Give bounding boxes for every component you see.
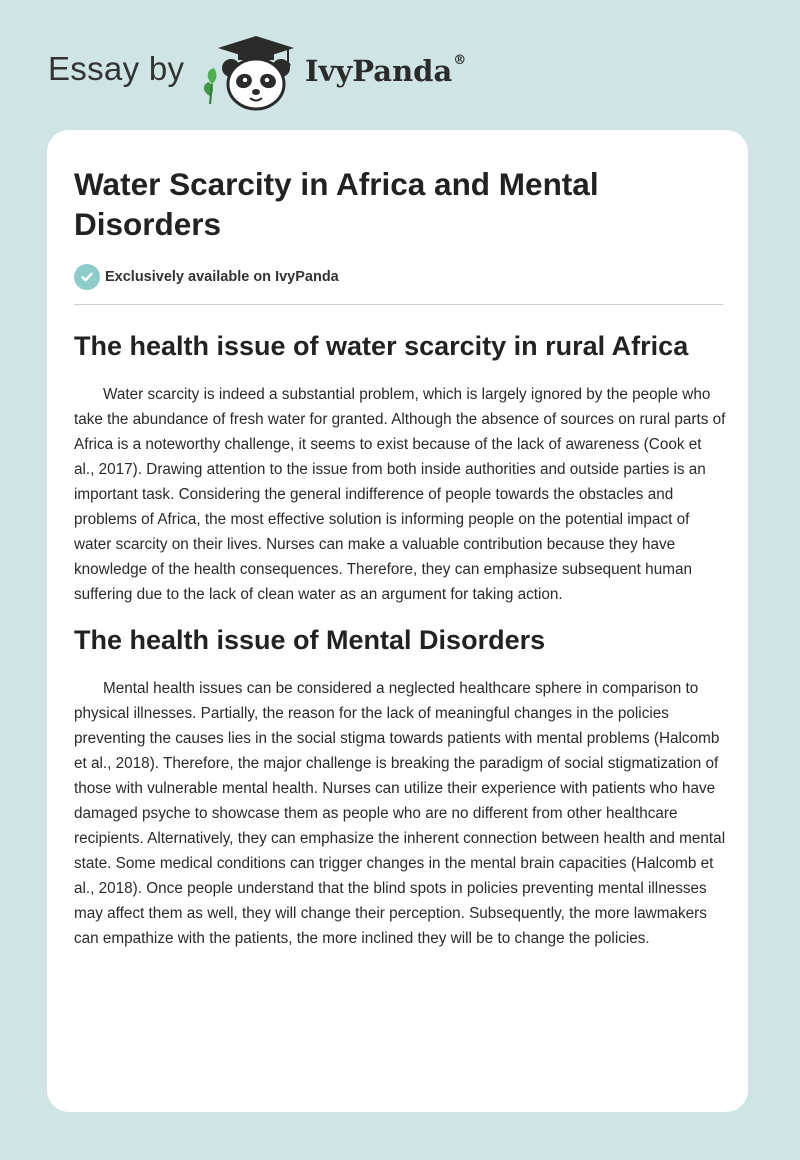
section-heading-mental-disorders: The health issue of Mental Disorders [74,625,546,655]
exclusive-badge [74,264,723,290]
section-heading-water-scarcity: The health issue of water scarcity in rural Africa [74,331,689,361]
brand-name[interactable] [305,54,466,88]
check-icon [74,264,100,290]
brand-name-text: IvyPanda [305,54,453,88]
panda-graduate-icon[interactable] [198,34,298,112]
essay-card [47,130,748,1112]
registered-mark: ® [453,53,467,69]
title-divider [74,304,723,305]
exclusive-badge-text: Exclusively available on IvyPanda [105,269,339,285]
section-paragraph-mental-disorders: Mental health issues can be considered a neglected healthcare sphere in comparison to physical illnesses. Partially, the reason for the lack of meaningful changes in the policies preventing the causes lies in the social stigma towards patients with mental problems (Halcomb et al., 2018). Therefore, the major challenge is breaking the paradigm of social stigmatization of those with vulnerable mental health. Nurses can utilize their experience with patients who have damaged psyche to showcase them as people who are no different from other healthcare recipients. Alternatively, they can emphasize the inherent connection between health and mental state. Some medical conditions can trigger changes in the mental brain capacities (Halcomb et al., 2018). Once people understand that the blind spots in policies preventing mental illnesses may affect them as well, they will change their perception. Subsequently, the more lawmakers can empathize with the patients, the more inclined they will be to change the policies. [74,680,726,947]
site-header [48,30,648,110]
essay-content [74,164,726,951]
essay-by-label: Essay by [48,50,185,87]
section-paragraph-water-scarcity: Water scarcity is indeed a substantial problem, which is largely ignored by the people who take the abundance of fresh water for granted. Although the absence of sources on rural parts of Africa is a noteworthy challenge, it seems to exist because of the lack of awareness (Cook et al., 2017). Drawing attention to the issue from both inside authorities and outside parties is an important task. Considering the general indifference of people towards the obstacles and problems of Africa, the most effective solution is informing people on the potential impact of water scarcity on their lives. Nurses can make a valuable contribution because they have knowledge of the health consequences. Therefore, they can emphasize subsequent human suffering due to the lack of clean water as an argument for taking action. [74,386,726,603]
essay-title: Water Scarcity in Africa and Mental Disorders [74,166,599,242]
